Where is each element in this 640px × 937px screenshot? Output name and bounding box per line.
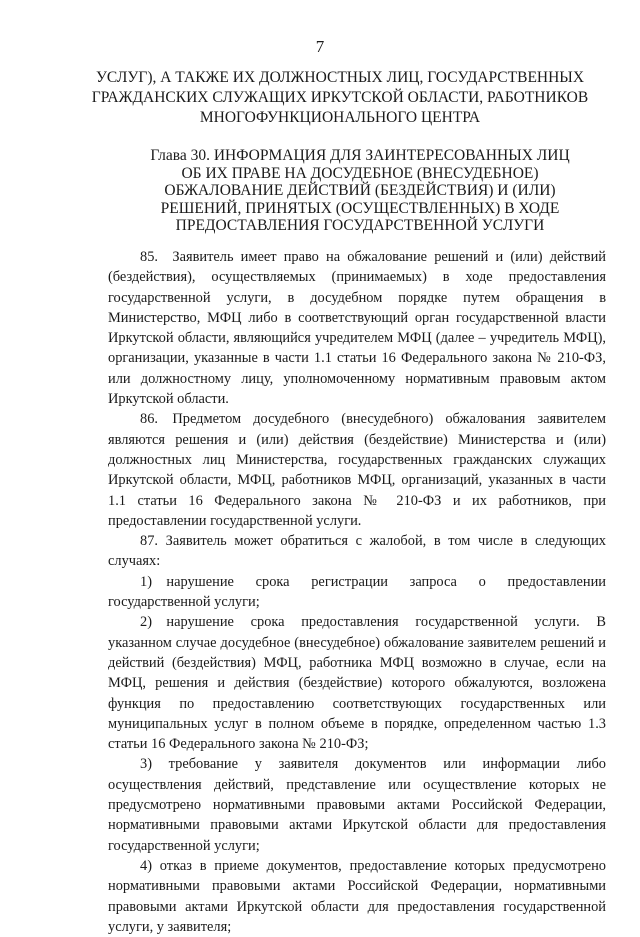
section-heading: УСЛУГ), А ТАКЖЕ ИХ ДОЛЖНОСТНЫХ ЛИЦ, ГОСУДАРСТВЕННЫХ ГРАЖДАНСКИХ СЛУЖАЩИХ ИРКУТСКОЙ ОБЛАСТИ, РАБОТНИКОВ МНОГОФУНКЦИОНАЛЬНОГО ЦЕНТРА <box>91 69 589 126</box>
page-number: 7 <box>315 37 325 56</box>
paragraph-85: 85. Заявитель имеет право на обжалование решений и (или) действий (бездействия), осуществляемых (принимаемых) в ходе предоставления государственной услуги, в досудебном порядке путем обращения в Министерство, МФЦ либо в соответствующий орган государственной власти Иркутской области, являющийся учредителем МФЦ (далее – учредитель МФЦ), организации, указанные в части 1.1 статьи 16 Федерального закона № 210-ФЗ, или должностному лицу, уполномоченному нормативным правовым актом Иркутской области. <box>108 249 606 408</box>
list-item-2: 2) нарушение срока предоставления государственной услуги. В указанном случае досудебное (внесудебное) обжалование заявителем решений и действий (бездействия) МФЦ, работника МФЦ возможно в случае, если на МФЦ, решения и действия (бездействие) которого обжалуются, возложена функция по предоставлению соответствующих государственных или муниципальных услуг в полном объеме в порядке, определенном частью 1.3 статьи 16 Федерального закона № 210-ФЗ; <box>108 614 606 753</box>
list-item-4: 4) отказ в приеме документов, предоставление которых предусмотрено нормативными правовыми актами Российской Федерации, нормативными правовыми актами Иркутской области для предоставления государственной услуги, у заявителя; <box>108 857 606 935</box>
paragraph-87: 87. Заявитель может обратиться с жалобой, в том числе в следующих случаях: <box>108 533 606 570</box>
list-item-1: 1) нарушение срока регистрации запроса о предоставлении государственной услуги; <box>108 573 606 611</box>
body-text <box>108 247 606 937</box>
paragraph-86: 86. Предметом досудебного (внесудебного) обжалования заявителем являются решения и (или) действия (бездействие) Министерства и (или) должностных лиц Министерства, государственных гражданских служащих Иркутской области, МФЦ, работников МФЦ, организаций, указанных в части 1.1 статьи 16 Федерального закона № 210-ФЗ и их работников, при предоставлении государственной услуги. <box>108 411 606 529</box>
chapter-heading: Глава 30. ИНФОРМАЦИЯ ДЛЯ ЗАИНТЕРЕСОВАННЫХ ЛИЦ ОБ ИХ ПРАВЕ НА ДОСУДЕБНОЕ (ВНЕСУДЕБНОЕ) ОБЖАЛОВАНИЕ ДЕЙСТВИЙ (БЕЗДЕЙСТВИЯ) И (ИЛИ) РЕШЕНИЙ, ПРИНЯТЫХ (ОСУЩЕСТВЛЕННЫХ) В ХОДЕ ПРЕДОСТАВЛЕНИЯ ГОСУДАРСТВЕННОЙ УСЛУГИ <box>150 147 570 234</box>
list-item-3: 3) требование у заявителя документов или информации либо осуществления действий, представление или осуществление которых не предусмотрено нормативными правовыми актами Российской Федерации, нормативными правовыми актами Иркутской области для предоставления государственной услуги; <box>108 756 606 854</box>
